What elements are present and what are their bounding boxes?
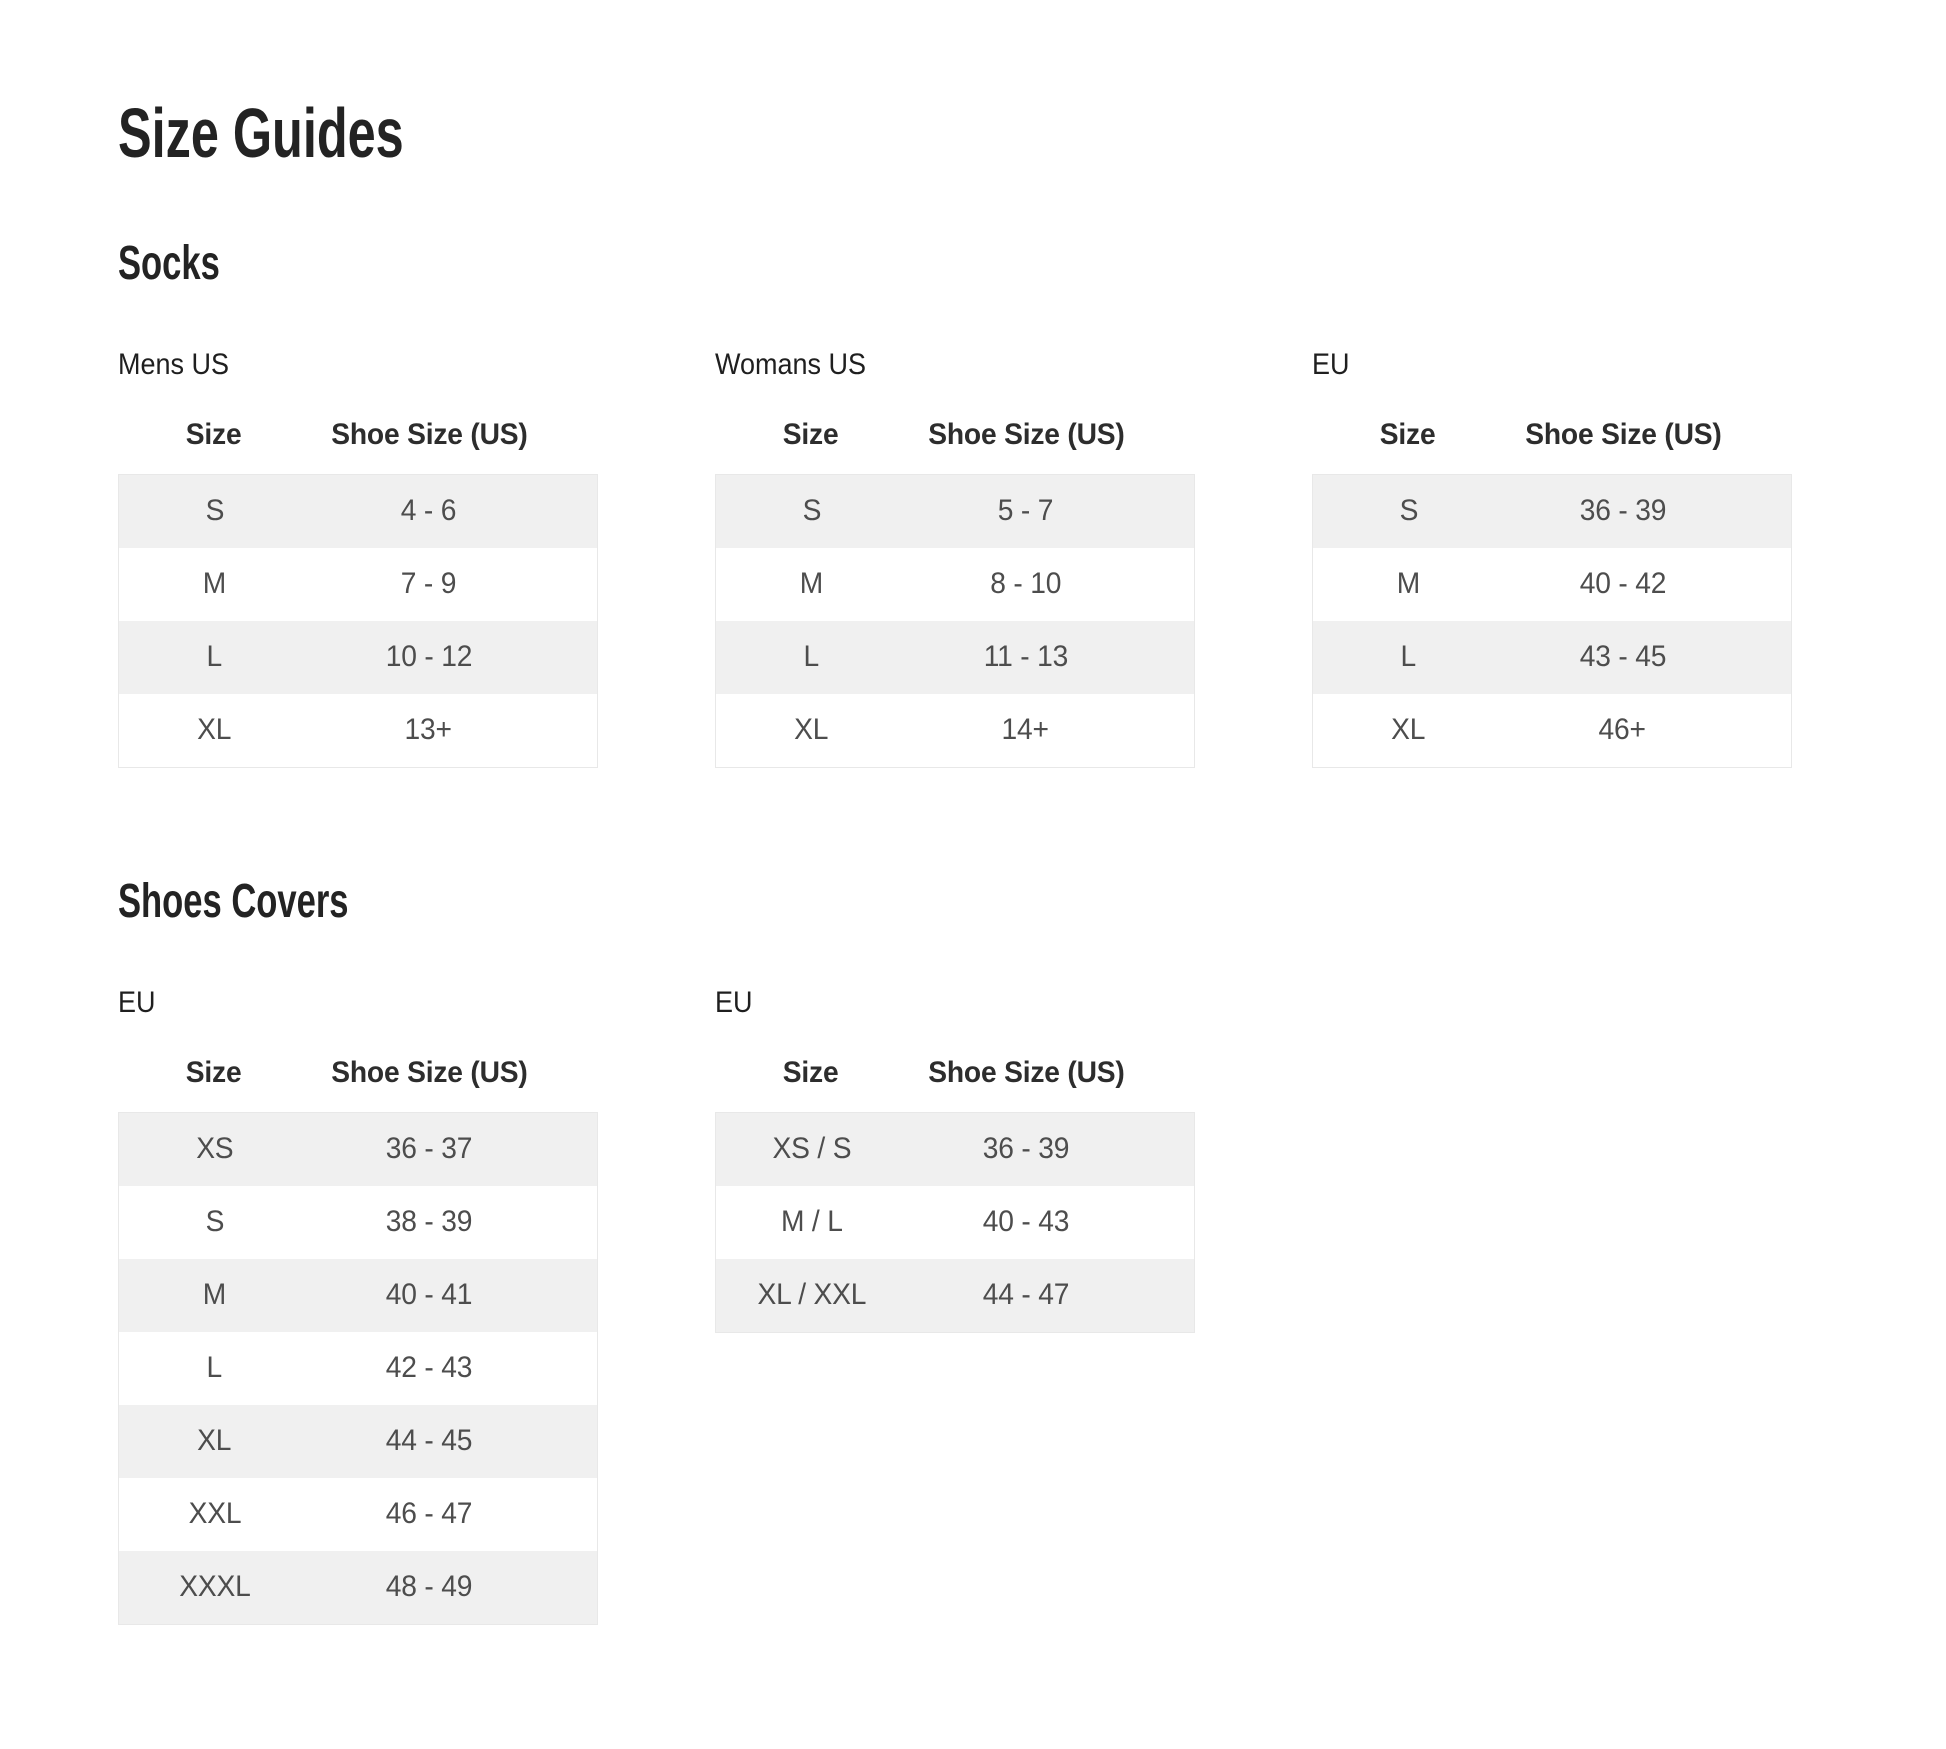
- size-cell: [716, 713, 907, 747]
- table-header-row: [118, 1055, 598, 1112]
- table-row: [119, 1259, 597, 1332]
- size-cell-text: S: [802, 494, 821, 528]
- shoe-size-cell-text: 42 - 43: [385, 1351, 472, 1385]
- size-cell: [119, 1424, 310, 1458]
- column-header-size: [118, 1055, 310, 1091]
- shoe-size-cell-text: 40 - 42: [1579, 567, 1666, 601]
- table-row: [1313, 475, 1791, 548]
- size-cell-text: L: [1400, 640, 1417, 674]
- column-header-shoe-size: [310, 1055, 598, 1091]
- shoe-size-cell-text: 36 - 39: [982, 1132, 1069, 1166]
- shoe-size-cell-text: 40 - 43: [982, 1205, 1069, 1239]
- section-shoes-covers: [118, 876, 1946, 1625]
- size-cell: [119, 1570, 310, 1604]
- shoe-size-cell: [907, 567, 1194, 601]
- table-row: [716, 694, 1194, 767]
- sections-container: [118, 238, 1946, 1625]
- table-row: [716, 1113, 1194, 1186]
- shoe-size-cell-text: 11 - 13: [983, 640, 1068, 674]
- column-header-size-text: Size: [186, 1055, 242, 1089]
- size-cell-text: S: [1399, 494, 1418, 528]
- section-heading: Socks: [118, 237, 220, 290]
- tables-row: [118, 347, 1946, 768]
- size-table: [715, 985, 1195, 1333]
- size-cell-text: XL: [1391, 713, 1426, 747]
- table-row: [716, 548, 1194, 621]
- table-header-row: [715, 1055, 1195, 1112]
- column-header-size-text: Size: [783, 417, 839, 451]
- shoe-size-cell: [907, 1205, 1194, 1239]
- shoe-size-cell-text: 36 - 39: [1579, 494, 1666, 528]
- shoe-size-cell: [1504, 640, 1791, 674]
- size-cell-text: XL: [794, 713, 829, 747]
- shoe-size-cell: [310, 1424, 597, 1458]
- table-row: [119, 1478, 597, 1551]
- shoe-size-cell-text: 48 - 49: [385, 1570, 472, 1604]
- size-cell: [716, 640, 907, 674]
- table-row: [119, 1405, 597, 1478]
- shoe-size-cell: [907, 640, 1194, 674]
- shoe-size-cell-text: 8 - 10: [990, 567, 1062, 601]
- column-header-shoe-size-text: Shoe Size (US): [927, 1055, 1125, 1089]
- table-label: EU: [1312, 347, 1350, 381]
- table-row: [716, 1259, 1194, 1332]
- table-body: [118, 474, 598, 768]
- size-cell: [1313, 713, 1504, 747]
- size-cell-text: S: [205, 1205, 224, 1239]
- size-cell-text: XS / S: [772, 1132, 852, 1166]
- table-label: EU: [118, 985, 156, 1019]
- shoe-size-cell: [907, 1132, 1194, 1166]
- size-cell-text: XL / XXL: [757, 1278, 866, 1312]
- table-label: Womans US: [715, 347, 867, 381]
- column-header-size: [715, 417, 907, 453]
- table-row: [716, 475, 1194, 548]
- column-header-size: [1312, 417, 1504, 453]
- shoe-size-cell: [907, 713, 1194, 747]
- size-cell-text: M: [202, 1278, 227, 1312]
- size-cell: [716, 1278, 907, 1312]
- table-label: EU: [715, 985, 753, 1019]
- table-row: [1313, 548, 1791, 621]
- page-title: Size Guides: [118, 94, 404, 172]
- size-cell: [119, 640, 310, 674]
- size-cell: [119, 1205, 310, 1239]
- shoe-size-cell-text: 44 - 45: [385, 1424, 472, 1458]
- table-body: [118, 1112, 598, 1625]
- size-cell-text: S: [205, 494, 224, 528]
- shoe-size-cell-text: 43 - 45: [1579, 640, 1666, 674]
- size-cell: [119, 494, 310, 528]
- shoe-size-cell-text: 5 - 7: [997, 494, 1054, 528]
- shoe-size-cell: [1504, 567, 1791, 601]
- section-heading: Shoes Covers: [118, 874, 349, 928]
- column-header-size-text: Size: [1380, 417, 1436, 451]
- size-cell: [1313, 567, 1504, 601]
- table-body: [1312, 474, 1792, 768]
- table-body: [715, 474, 1195, 768]
- shoe-size-cell: [310, 1278, 597, 1312]
- shoe-size-cell: [310, 713, 597, 747]
- table-row: [716, 1186, 1194, 1259]
- table-row: [119, 548, 597, 621]
- shoe-size-cell-text: 40 - 41: [385, 1278, 472, 1312]
- shoe-size-cell-text: 13+: [404, 713, 453, 747]
- table-header-row: [715, 417, 1195, 474]
- table-row: [119, 1332, 597, 1405]
- shoe-size-cell: [310, 1570, 597, 1604]
- column-header-shoe-size: [907, 1055, 1195, 1091]
- size-table: [715, 347, 1195, 768]
- shoe-size-cell-text: 46 - 47: [385, 1497, 472, 1531]
- size-cell: [716, 494, 907, 528]
- size-cell-text: L: [803, 640, 820, 674]
- shoe-size-cell-text: 44 - 47: [982, 1278, 1069, 1312]
- size-cell-text: M / L: [780, 1205, 843, 1239]
- size-table: [118, 985, 598, 1625]
- table-row: [716, 621, 1194, 694]
- size-cell-text: M: [1396, 567, 1421, 601]
- shoe-size-cell: [310, 567, 597, 601]
- shoe-size-cell: [1504, 713, 1791, 747]
- section-socks: [118, 238, 1946, 768]
- shoe-size-cell-text: 14+: [1001, 713, 1050, 747]
- shoe-size-cell: [310, 1351, 597, 1385]
- size-cell-text: XXXL: [178, 1570, 251, 1604]
- shoe-size-cell: [310, 1205, 597, 1239]
- size-cell: [1313, 494, 1504, 528]
- table-header-row: [118, 417, 598, 474]
- tables-row: [118, 985, 1946, 1625]
- size-cell-text: XL: [197, 713, 232, 747]
- column-header-shoe-size-text: Shoe Size (US): [330, 417, 528, 451]
- column-header-shoe-size-text: Shoe Size (US): [1524, 417, 1722, 451]
- column-header-shoe-size-text: Shoe Size (US): [927, 417, 1125, 451]
- size-cell-text: XL: [197, 1424, 232, 1458]
- size-cell: [119, 1278, 310, 1312]
- shoe-size-cell-text: 10 - 12: [385, 640, 472, 674]
- shoe-size-cell: [907, 494, 1194, 528]
- column-header-shoe-size: [310, 417, 598, 453]
- column-header-shoe-size: [1504, 417, 1792, 453]
- size-cell: [119, 1497, 310, 1531]
- size-cell: [119, 1351, 310, 1385]
- size-cell: [716, 567, 907, 601]
- table-row: [119, 1186, 597, 1259]
- shoe-size-cell: [310, 1497, 597, 1531]
- size-cell-text: M: [202, 567, 227, 601]
- shoe-size-cell: [907, 1278, 1194, 1312]
- shoe-size-cell: [310, 1132, 597, 1166]
- shoe-size-cell-text: 7 - 9: [400, 567, 457, 601]
- size-cell-text: XS: [195, 1132, 234, 1166]
- column-header-size: [715, 1055, 907, 1091]
- size-cell-text: XXL: [188, 1497, 241, 1531]
- table-row: [119, 1113, 597, 1186]
- column-header-size-text: Size: [783, 1055, 839, 1089]
- shoe-size-cell: [1504, 494, 1791, 528]
- size-cell: [716, 1205, 907, 1239]
- size-cell: [119, 713, 310, 747]
- size-cell: [119, 1132, 310, 1166]
- table-label: Mens US: [118, 347, 230, 381]
- column-header-shoe-size-text: Shoe Size (US): [330, 1055, 528, 1089]
- size-cell: [119, 567, 310, 601]
- column-header-size-text: Size: [186, 417, 242, 451]
- table-header-row: [1312, 417, 1792, 474]
- column-header-shoe-size: [907, 417, 1195, 453]
- size-table: [118, 347, 598, 768]
- size-cell-text: L: [206, 640, 223, 674]
- size-cell-text: M: [799, 567, 824, 601]
- table-row: [119, 621, 597, 694]
- size-table: [1312, 347, 1792, 768]
- table-row: [119, 694, 597, 767]
- column-header-size: [118, 417, 310, 453]
- shoe-size-cell-text: 4 - 6: [400, 494, 457, 528]
- size-cell: [1313, 640, 1504, 674]
- shoe-size-cell-text: 38 - 39: [385, 1205, 472, 1239]
- shoe-size-cell-text: 46+: [1598, 713, 1647, 747]
- table-row: [119, 1551, 597, 1624]
- table-row: [1313, 621, 1791, 694]
- size-cell-text: L: [206, 1351, 223, 1385]
- shoe-size-cell: [310, 494, 597, 528]
- table-body: [715, 1112, 1195, 1333]
- size-cell: [716, 1132, 907, 1166]
- shoe-size-cell-text: 36 - 37: [385, 1132, 472, 1166]
- table-row: [1313, 694, 1791, 767]
- shoe-size-cell: [310, 640, 597, 674]
- table-row: [119, 475, 597, 548]
